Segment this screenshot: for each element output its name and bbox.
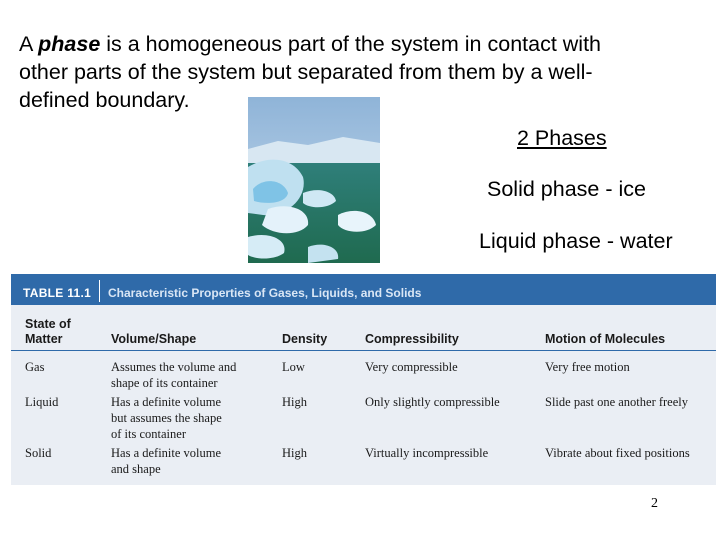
liquid-shape-line2: but assumes the shape	[111, 411, 222, 425]
table-row-gas-motion: Very free motion	[545, 360, 630, 374]
table-header-bar	[11, 274, 716, 305]
intro-line1-rest: is a homogeneous part of the system in contact with	[100, 32, 602, 56]
col-header-density: Density	[282, 332, 328, 346]
properties-table	[11, 274, 716, 485]
col-header-state-line2: Matter	[25, 332, 63, 346]
table-row-solid-state: Solid	[25, 446, 52, 460]
table-row-solid-shape	[111, 445, 221, 477]
solid-shape-line1: Has a definite volume	[111, 446, 222, 460]
table-row-gas-compressibility: Very compressible	[365, 360, 458, 374]
intro-line3: defined boundary.	[19, 88, 190, 112]
col-header-state-line1: State of	[25, 317, 71, 331]
phases-title: 2 Phases	[517, 126, 607, 150]
solid-shape-line2: and shape	[111, 462, 161, 476]
page-number: 2	[651, 496, 658, 511]
table-row-liquid-compressibility: Only slightly compressible	[365, 395, 500, 409]
intro-prefix: A	[19, 32, 39, 56]
table-row-gas-state: Gas	[25, 360, 45, 374]
table-row-liquid-shape	[111, 394, 222, 442]
header-rule	[11, 350, 716, 351]
iceberg-photo	[248, 97, 380, 263]
gas-shape-line2: shape of its container	[111, 376, 218, 390]
intro-line2: other parts of the system but separated from them by a well-	[19, 60, 593, 84]
header-divider	[99, 280, 100, 302]
col-header-compressibility: Compressibility	[365, 332, 459, 346]
liquid-phase-label: Liquid phase - water	[479, 229, 673, 253]
table-number: TABLE 11.1	[23, 286, 92, 300]
gas-shape-line1: Assumes the volume and	[111, 360, 237, 374]
table-row-solid-compressibility: Virtually incompressible	[365, 446, 489, 460]
intro-term: phase	[38, 32, 101, 56]
liquid-shape-line3: of its container	[111, 427, 186, 441]
table-title: Characteristic Properties of Gases, Liquids, and Solids	[108, 286, 422, 300]
table-row-liquid-density: High	[282, 395, 307, 409]
col-header-volume-shape: Volume/Shape	[111, 332, 197, 346]
table-row-gas-density: Low	[282, 360, 305, 374]
table-row-solid-density: High	[282, 446, 307, 460]
table-row-liquid-motion: Slide past one another freely	[545, 395, 689, 409]
table-row-solid-motion: Vibrate about fixed positions	[545, 446, 690, 460]
table-row-gas-shape	[111, 359, 236, 391]
liquid-shape-line1: Has a definite volume	[111, 395, 222, 409]
col-header-state	[25, 317, 71, 347]
solid-phase-label: Solid phase - ice	[487, 177, 646, 201]
col-header-motion: Motion of Molecules	[545, 332, 666, 346]
table-row-liquid-state: Liquid	[25, 395, 59, 409]
